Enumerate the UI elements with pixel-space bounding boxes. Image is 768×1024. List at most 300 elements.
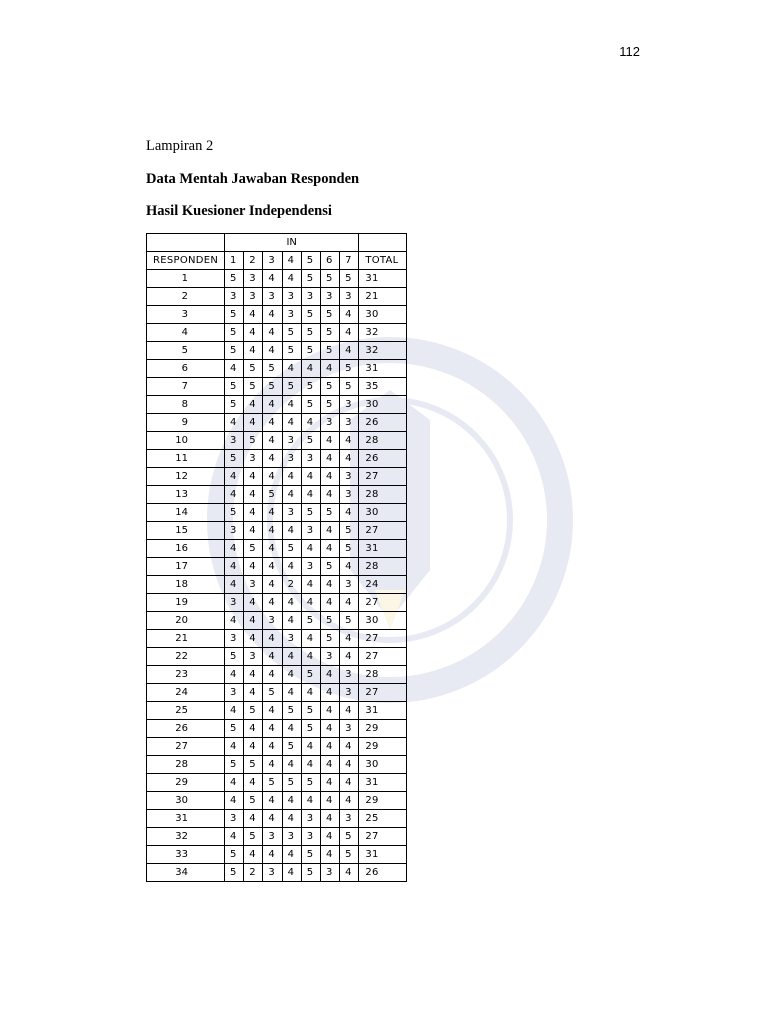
item-score: 4: [340, 774, 359, 792]
questionnaire-table: [146, 233, 407, 882]
item-score: 4: [244, 414, 263, 432]
total-score: 26: [359, 414, 407, 432]
item-score: 4: [244, 486, 263, 504]
item-score: 3: [225, 594, 244, 612]
item-score: 5: [244, 792, 263, 810]
item-score: 3: [301, 828, 320, 846]
item-score: 5: [320, 324, 339, 342]
item-score: 4: [320, 810, 339, 828]
total-score: 26: [359, 450, 407, 468]
item-score: 4: [320, 576, 339, 594]
item-score: 5: [320, 504, 339, 522]
respondent-number: 9: [147, 414, 225, 432]
item-score: 4: [225, 774, 244, 792]
item-score: 4: [282, 396, 301, 414]
item-score: 3: [282, 306, 301, 324]
item-score: 3: [340, 468, 359, 486]
item-score: 3: [340, 684, 359, 702]
item-score: 4: [263, 342, 282, 360]
item-score: 4: [225, 576, 244, 594]
table-row: [147, 702, 407, 720]
item-score: 4: [263, 306, 282, 324]
empty-header-cell: [147, 234, 225, 252]
item-score: 4: [282, 864, 301, 882]
total-header: TOTAL: [359, 252, 407, 270]
item-score: 3: [340, 576, 359, 594]
item-score: 5: [244, 702, 263, 720]
item-score: 4: [244, 594, 263, 612]
respondent-number: 24: [147, 684, 225, 702]
item-score: 4: [320, 846, 339, 864]
item-score: 4: [244, 558, 263, 576]
item-score: 4: [320, 594, 339, 612]
item-score: 3: [340, 720, 359, 738]
item-score: 5: [340, 522, 359, 540]
item-score: 4: [320, 684, 339, 702]
item-score: 5: [320, 306, 339, 324]
item-score: 4: [244, 396, 263, 414]
item-score: 4: [320, 432, 339, 450]
item-score: 3: [340, 396, 359, 414]
table-row: [147, 684, 407, 702]
item-score: 4: [263, 270, 282, 288]
item-score: 4: [244, 324, 263, 342]
item-score: 3: [282, 828, 301, 846]
total-score: 28: [359, 666, 407, 684]
item-score: 5: [320, 378, 339, 396]
item-score: 4: [225, 792, 244, 810]
table-row: [147, 612, 407, 630]
table-row: [147, 810, 407, 828]
item-score: 5: [244, 378, 263, 396]
item-score: 5: [301, 432, 320, 450]
item-score: 4: [301, 360, 320, 378]
item-score: 4: [263, 792, 282, 810]
total-score: 26: [359, 864, 407, 882]
total-score: 27: [359, 828, 407, 846]
table-row: [147, 720, 407, 738]
item-score: 3: [225, 630, 244, 648]
table-row: [147, 450, 407, 468]
item-score: 4: [263, 630, 282, 648]
item-score: 5: [225, 648, 244, 666]
item-score: 4: [340, 432, 359, 450]
table-row: [147, 666, 407, 684]
table-row: [147, 306, 407, 324]
item-score: 4: [301, 648, 320, 666]
table-row: [147, 846, 407, 864]
total-score: 30: [359, 504, 407, 522]
item-score: 4: [340, 558, 359, 576]
item-score: 4: [263, 522, 282, 540]
item-score: 4: [282, 468, 301, 486]
table-row: [147, 522, 407, 540]
item-score: 4: [340, 630, 359, 648]
item-score: 4: [282, 846, 301, 864]
total-score: 29: [359, 792, 407, 810]
total-score: 27: [359, 648, 407, 666]
total-score: 30: [359, 396, 407, 414]
item-score: 4: [244, 810, 263, 828]
total-score: 29: [359, 720, 407, 738]
total-score: 30: [359, 756, 407, 774]
item-score: 5: [244, 756, 263, 774]
total-score: 31: [359, 846, 407, 864]
respondent-number: 33: [147, 846, 225, 864]
total-score: 29: [359, 738, 407, 756]
item-score: 4: [263, 738, 282, 756]
item-score: 5: [282, 342, 301, 360]
item-score: 4: [340, 342, 359, 360]
respondent-number: 19: [147, 594, 225, 612]
item-score: 4: [301, 792, 320, 810]
item-score: 4: [263, 756, 282, 774]
item-score: 3: [282, 288, 301, 306]
item-score: 4: [263, 576, 282, 594]
item-score: 5: [225, 396, 244, 414]
item-score: 5: [301, 270, 320, 288]
item-score: 3: [282, 630, 301, 648]
item-score: 4: [301, 756, 320, 774]
item-score: 3: [263, 288, 282, 306]
item-score: 3: [225, 288, 244, 306]
item-score: 5: [244, 360, 263, 378]
item-score: 4: [263, 450, 282, 468]
item-score: 4: [282, 612, 301, 630]
item-score: 4: [340, 594, 359, 612]
item-score: 4: [263, 432, 282, 450]
item-score: 3: [320, 648, 339, 666]
appendix-label: Lampiran 2: [146, 138, 214, 154]
item-score: 4: [282, 792, 301, 810]
item-score: 5: [225, 846, 244, 864]
respondent-number: 26: [147, 720, 225, 738]
item-score: 4: [263, 504, 282, 522]
item-score: 4: [320, 540, 339, 558]
item-score: 4: [244, 612, 263, 630]
respondent-number: 30: [147, 792, 225, 810]
item-score: 5: [340, 360, 359, 378]
respondent-header: RESPONDEN: [147, 252, 225, 270]
item-header: 5: [301, 252, 320, 270]
respondent-number: 11: [147, 450, 225, 468]
item-score: 4: [320, 666, 339, 684]
item-score: 4: [320, 828, 339, 846]
item-score: 3: [225, 432, 244, 450]
item-score: 3: [320, 288, 339, 306]
table-row: [147, 558, 407, 576]
respondent-number: 23: [147, 666, 225, 684]
respondent-number: 16: [147, 540, 225, 558]
item-score: 4: [244, 504, 263, 522]
respondent-number: 17: [147, 558, 225, 576]
item-score: 5: [225, 720, 244, 738]
item-score: 4: [301, 630, 320, 648]
group-header-in: IN: [225, 234, 359, 252]
item-score: 5: [320, 270, 339, 288]
item-score: 5: [225, 342, 244, 360]
item-score: 4: [320, 792, 339, 810]
respondent-number: 29: [147, 774, 225, 792]
respondent-number: 28: [147, 756, 225, 774]
total-score: 31: [359, 702, 407, 720]
item-score: 4: [263, 810, 282, 828]
item-score: 5: [340, 612, 359, 630]
item-score: 5: [340, 378, 359, 396]
item-score: 5: [263, 360, 282, 378]
item-header: 6: [320, 252, 339, 270]
item-score: 4: [340, 792, 359, 810]
item-score: 4: [244, 684, 263, 702]
total-score: 28: [359, 486, 407, 504]
item-score: 4: [320, 702, 339, 720]
item-score: 4: [301, 684, 320, 702]
item-header: 2: [244, 252, 263, 270]
section-title: Data Mentah Jawaban Responden: [146, 171, 360, 187]
table-row: [147, 486, 407, 504]
item-score: 4: [340, 702, 359, 720]
respondent-number: 4: [147, 324, 225, 342]
item-score: 5: [282, 378, 301, 396]
item-score: 3: [301, 558, 320, 576]
item-score: 4: [244, 306, 263, 324]
item-score: 3: [282, 432, 301, 450]
item-score: 4: [282, 414, 301, 432]
item-score: 3: [340, 288, 359, 306]
item-score: 4: [263, 648, 282, 666]
item-header: 3: [263, 252, 282, 270]
total-score: 28: [359, 558, 407, 576]
item-score: 4: [340, 864, 359, 882]
item-score: 4: [301, 414, 320, 432]
item-score: 5: [282, 774, 301, 792]
table-row: [147, 630, 407, 648]
total-score: 27: [359, 630, 407, 648]
table-row: [147, 792, 407, 810]
item-score: 4: [301, 486, 320, 504]
item-score: 4: [320, 468, 339, 486]
item-score: 5: [301, 324, 320, 342]
item-score: 4: [263, 324, 282, 342]
item-score: 4: [244, 846, 263, 864]
table-row: [147, 432, 407, 450]
item-score: 3: [301, 810, 320, 828]
item-score: 5: [301, 612, 320, 630]
item-score: 3: [301, 522, 320, 540]
item-score: 4: [340, 504, 359, 522]
respondent-number: 8: [147, 396, 225, 414]
item-score: 4: [225, 468, 244, 486]
total-score: 30: [359, 306, 407, 324]
item-score: 5: [225, 324, 244, 342]
table-row: [147, 756, 407, 774]
item-score: 3: [340, 486, 359, 504]
item-score: 3: [282, 504, 301, 522]
item-score: 4: [320, 738, 339, 756]
item-score: 4: [282, 486, 301, 504]
total-score: 31: [359, 774, 407, 792]
item-score: 5: [225, 270, 244, 288]
item-score: 3: [225, 522, 244, 540]
item-score: 5: [301, 396, 320, 414]
item-score: 4: [225, 738, 244, 756]
respondent-number: 32: [147, 828, 225, 846]
table-row: [147, 864, 407, 882]
item-score: 4: [340, 324, 359, 342]
item-score: 5: [301, 306, 320, 324]
total-score: 24: [359, 576, 407, 594]
item-score: 4: [282, 360, 301, 378]
respondent-number: 7: [147, 378, 225, 396]
item-score: 3: [244, 288, 263, 306]
total-score: 27: [359, 594, 407, 612]
respondent-number: 34: [147, 864, 225, 882]
item-score: 2: [244, 864, 263, 882]
table-row: [147, 576, 407, 594]
table-group-header-row: [147, 234, 407, 252]
item-score: 4: [244, 522, 263, 540]
item-score: 4: [263, 468, 282, 486]
item-score: 3: [301, 450, 320, 468]
item-score: 5: [244, 540, 263, 558]
item-score: 4: [263, 540, 282, 558]
item-score: 5: [301, 504, 320, 522]
item-score: 4: [301, 594, 320, 612]
item-score: 3: [263, 612, 282, 630]
item-score: 4: [263, 414, 282, 432]
total-score: 31: [359, 540, 407, 558]
table-header-row: [147, 252, 407, 270]
item-score: 5: [225, 864, 244, 882]
respondent-number: 14: [147, 504, 225, 522]
item-score: 4: [244, 720, 263, 738]
item-score: 3: [244, 648, 263, 666]
table-row: [147, 738, 407, 756]
respondent-number: 27: [147, 738, 225, 756]
item-score: 4: [225, 558, 244, 576]
item-score: 3: [282, 450, 301, 468]
item-score: 5: [282, 540, 301, 558]
respondent-number: 13: [147, 486, 225, 504]
respondent-number: 31: [147, 810, 225, 828]
item-header: 7: [340, 252, 359, 270]
item-score: 4: [225, 360, 244, 378]
item-score: 5: [282, 324, 301, 342]
table-row: [147, 270, 407, 288]
respondent-number: 12: [147, 468, 225, 486]
subsection-title: Hasil Kuesioner Independensi: [146, 203, 332, 219]
item-score: 5: [340, 846, 359, 864]
item-score: 2: [282, 576, 301, 594]
item-score: 4: [301, 576, 320, 594]
item-score: 4: [340, 648, 359, 666]
table-row: [147, 540, 407, 558]
item-score: 4: [244, 774, 263, 792]
item-score: 3: [301, 288, 320, 306]
table-row: [147, 396, 407, 414]
respondent-number: 25: [147, 702, 225, 720]
item-score: 4: [263, 396, 282, 414]
item-score: 4: [244, 468, 263, 486]
item-score: 4: [282, 522, 301, 540]
respondent-number: 2: [147, 288, 225, 306]
item-score: 4: [320, 486, 339, 504]
table-row: [147, 648, 407, 666]
item-score: 5: [320, 612, 339, 630]
respondent-number: 3: [147, 306, 225, 324]
respondent-number: 6: [147, 360, 225, 378]
item-score: 5: [282, 738, 301, 756]
item-score: 4: [263, 846, 282, 864]
total-score: 31: [359, 360, 407, 378]
table-row: [147, 594, 407, 612]
item-score: 3: [340, 666, 359, 684]
table-row: [147, 774, 407, 792]
respondent-number: 20: [147, 612, 225, 630]
item-score: 5: [340, 270, 359, 288]
item-score: 3: [225, 684, 244, 702]
respondent-number: 22: [147, 648, 225, 666]
item-score: 5: [320, 558, 339, 576]
total-score: 31: [359, 270, 407, 288]
item-score: 5: [301, 342, 320, 360]
item-score: 5: [225, 756, 244, 774]
total-score: 27: [359, 522, 407, 540]
item-score: 5: [301, 666, 320, 684]
respondent-number: 15: [147, 522, 225, 540]
respondent-number: 18: [147, 576, 225, 594]
item-header: 1: [225, 252, 244, 270]
item-score: 5: [301, 846, 320, 864]
total-score: 32: [359, 324, 407, 342]
item-score: 3: [340, 810, 359, 828]
item-score: 3: [244, 270, 263, 288]
item-score: 3: [320, 414, 339, 432]
item-score: 5: [301, 720, 320, 738]
item-score: 3: [244, 450, 263, 468]
item-score: 4: [320, 720, 339, 738]
item-score: 5: [225, 504, 244, 522]
item-score: 3: [225, 810, 244, 828]
item-score: 4: [244, 342, 263, 360]
page-number: 112: [619, 44, 640, 59]
item-score: 4: [320, 774, 339, 792]
item-score: 5: [301, 702, 320, 720]
item-score: 5: [244, 432, 263, 450]
item-score: 4: [263, 594, 282, 612]
item-score: 4: [320, 756, 339, 774]
item-score: 4: [244, 738, 263, 756]
total-score: 21: [359, 288, 407, 306]
total-score: 35: [359, 378, 407, 396]
item-score: 4: [320, 450, 339, 468]
table-row: [147, 324, 407, 342]
item-header: 4: [282, 252, 301, 270]
item-score: 5: [301, 864, 320, 882]
item-score: 4: [301, 540, 320, 558]
item-score: 4: [225, 612, 244, 630]
item-score: 5: [320, 630, 339, 648]
item-score: 4: [225, 666, 244, 684]
total-score: 32: [359, 342, 407, 360]
total-score: 30: [359, 612, 407, 630]
item-score: 5: [282, 702, 301, 720]
item-score: 4: [225, 828, 244, 846]
item-score: 5: [340, 828, 359, 846]
item-score: 5: [263, 684, 282, 702]
item-score: 4: [340, 738, 359, 756]
item-score: 4: [225, 414, 244, 432]
